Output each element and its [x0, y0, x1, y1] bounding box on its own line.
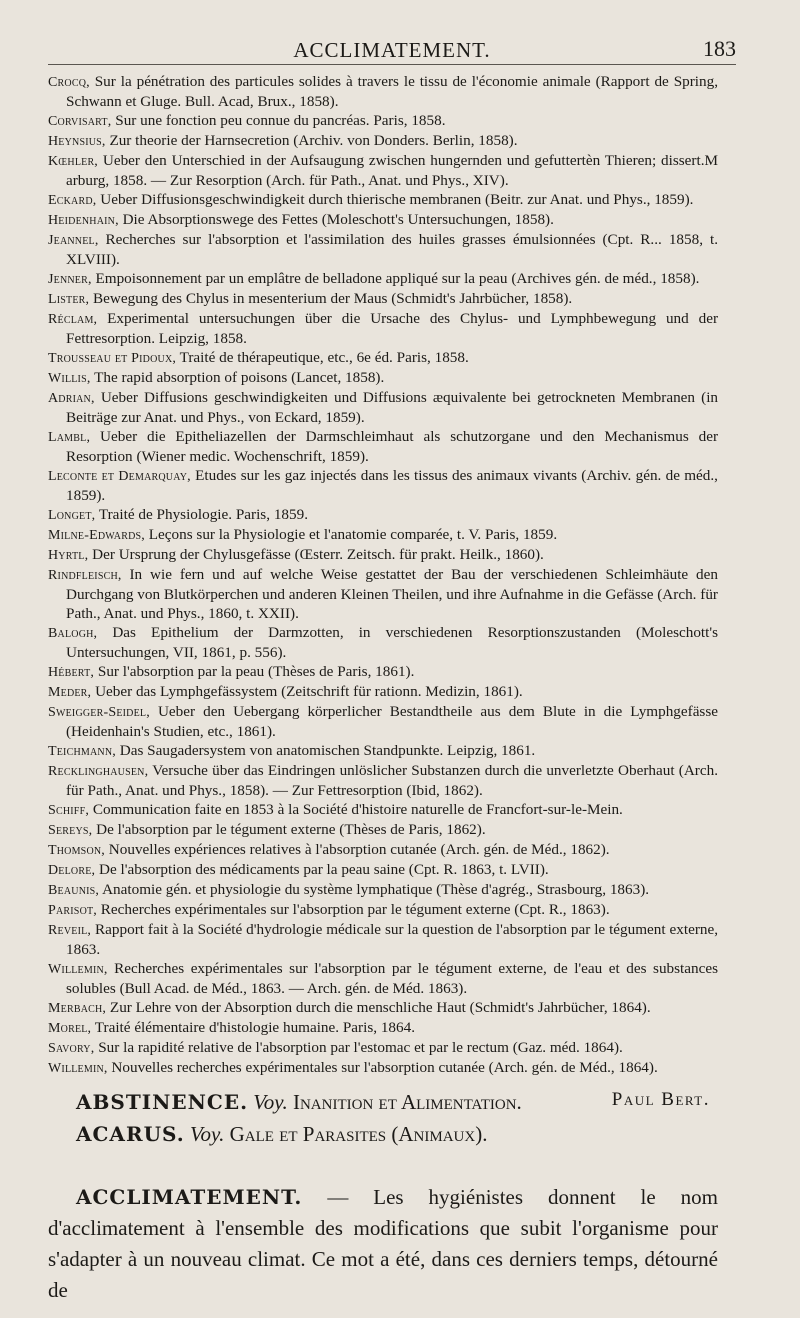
cross-reference-headword: ACARUS. — [76, 1122, 185, 1146]
bibliography-entry — [48, 72, 718, 111]
entry-text: Traité de Physiologie. Paris, 1859. — [98, 506, 308, 523]
entry-author: Sereys, — [48, 823, 93, 838]
entry-author: Willemin, — [48, 1061, 108, 1076]
bibliography-entry — [48, 466, 718, 505]
entry-author: Hyrtl, — [48, 548, 89, 563]
cross-reference-voy: Voy. — [253, 1090, 288, 1114]
bibliography-entry — [48, 623, 718, 662]
entry-text: Zur theorie der Harnsecretion (Archiv. von Donders. Berlin, 1858). — [109, 132, 518, 149]
entry-text: Bewegung des Chylus in mesenterium der Maus (Schmidt's Jahrbücher, 1858). — [93, 290, 573, 307]
entry-text: De l'absorption par le tégument externe (Thèses de Paris, 1862). — [96, 821, 486, 838]
entry-text: Ueber Diffusionsgeschwindigkeit durch thierische membranen (Beitr. zur Anat. und Phys., 1859). — [100, 191, 694, 208]
bibliography-entry — [48, 820, 718, 840]
cross-reference-voy: Voy. — [189, 1122, 225, 1146]
entry-author: Willemin, — [48, 962, 108, 977]
entry-text: Sur la rapidité relative de l'absorption par l'estomac et par le rectum (Gaz. méd. 1864). — [98, 1039, 623, 1056]
entry-author: Jenner, — [48, 272, 92, 287]
entry-author: Balogh, — [48, 626, 98, 641]
entry-text: Ueber den Uebergang körperlicher Bestandtheile aus dem Blute in die Lymphgefässe (Heidenhain's Studien, etc., 1861). — [66, 703, 718, 740]
bibliography-entry — [48, 388, 718, 427]
bibliography-entry — [48, 190, 718, 210]
entry-author: Heynsius, — [48, 134, 106, 149]
entry-text: Das Saugadersystem von anatomischen Standpunkte. Leipzig, 1861. — [119, 742, 536, 759]
entry-author: Teichmann, — [48, 744, 116, 759]
entry-author: Beaunis, — [48, 883, 100, 898]
entry-text: Recherches expérimentales sur l'absorption par le tégument externe, de l'eau et des substances solubles (Bull Acad. de Méd., 1863. — Arch. gén. de Méd. 1863). — [66, 960, 719, 997]
entry-text: Ueber die Epitheliazellen der Darmschleimhaut als schutzorgane und den Mechanismus der Resorption (Wiener medic. Wochenschrift, 1859). — [66, 428, 718, 465]
entry-text: Communication faite en 1853 à la Société d'histoire naturelle de Francfort-sur-le-Mein. — [92, 801, 623, 818]
bibliography-entry — [48, 662, 718, 682]
entry-text: Ueber das Lymphgefässystem (Zeitschrift für rationn. Medizin, 1861). — [95, 683, 523, 700]
bibliography-entry — [48, 702, 718, 741]
running-title: ACCLIMATEMENT. — [293, 38, 491, 62]
entry-text: Sur l'absorption par la peau (Thèses de Paris, 1861). — [97, 663, 415, 680]
entry-text: Nouvelles expériences relatives à l'absorption cutanée (Arch. gén. de Méd., 1862). — [108, 841, 610, 858]
page-header — [48, 34, 736, 65]
entry-author: Schiff, — [48, 803, 90, 818]
bibliography-entry — [48, 860, 718, 880]
entry-text: De l'absorption des médicaments par la peau saine (Cpt. R. 1863, t. LVII). — [99, 861, 549, 878]
bibliography-entry — [48, 545, 718, 565]
bibliography-entry — [48, 289, 718, 309]
entry-text: Nouvelles recherches expérimentales sur l'absorption cutanée (Arch. gén. de Méd., 1864). — [111, 1059, 658, 1076]
entry-text: Sur la pénétration des particules solides à travers le tissu de l'économie animale (Rapport de Spring, Schwann et Gluge. Bull. Acad, Brux., 1858). — [66, 73, 718, 110]
entry-author: Longet, — [48, 508, 96, 523]
entry-author: Savory, — [48, 1041, 95, 1056]
bibliography-entry — [48, 565, 718, 623]
entry-author: Adrian, — [48, 391, 95, 406]
entry-text: Sur une fonction peu connue du pancréas. Paris, 1858. — [115, 112, 446, 129]
entry-author: Meder, — [48, 685, 92, 700]
bibliography-entry — [48, 900, 718, 920]
bibliography-entry — [48, 269, 718, 289]
entry-author: Thomson, — [48, 843, 105, 858]
bibliography-entry — [48, 920, 718, 959]
entry-author: Lister, — [48, 292, 90, 307]
bibliography-entry — [48, 210, 718, 230]
bibliography-entry — [48, 151, 718, 190]
entry-author: Kœhler, — [48, 154, 99, 169]
bibliography-entry — [48, 368, 718, 388]
entry-text: In wie fern und auf welche Weise gestattet der Bau der verschiedenen Schleimhäute den Durchgang von Blutkörperchen und anderen Kleinen Theilen, und ihre Aufnahme in die Gefässe (Arch. für Path., Anat. und Phys., 1860, t. XXII). — [66, 566, 718, 622]
entry-author: Merbach, — [48, 1001, 107, 1016]
entry-author: Rindfleisch, — [48, 568, 122, 583]
entry-author: Eckard, — [48, 193, 97, 208]
bibliography-entry — [48, 840, 718, 860]
bibliography-entry — [48, 682, 718, 702]
entry-author: Leconte et Demarquay, — [48, 469, 191, 484]
bibliography-entry — [48, 1018, 718, 1038]
entry-author: Crocq, — [48, 75, 90, 90]
entry-author: Trousseau et Pidoux, — [48, 351, 177, 366]
bibliography-entry — [48, 505, 718, 525]
entry-text: Empoisonnement par un emplâtre de belladone appliqué sur la peau (Archives gén. de méd., 1858). — [95, 270, 700, 287]
entry-text: Ueber Diffusions geschwindigkeiten und Diffusions æquivalente bei getrockneten Membranen (in Beiträge zur Anat. und Phys., von Eckard, 1859). — [66, 389, 719, 426]
bibliography-entry — [48, 1038, 718, 1058]
entry-text: Experimental untersuchungen über die Ursache des Chylus- und Lymphbewegung und der Fettresorption. Leipzig, 1858. — [66, 310, 719, 347]
cross-reference — [76, 1086, 716, 1118]
entry-text: Recherches sur l'absorption et l'assimilation des huiles grasses émulsionnées (Cpt. R... 1858, t. XLVIII). — [66, 231, 718, 268]
entry-text: Traité élémentaire d'histologie humaine. Paris, 1864. — [94, 1019, 416, 1036]
bibliography-entry — [48, 741, 718, 761]
cross-reference-target: Inanition et Alimentation. — [292, 1090, 522, 1114]
article-headword: ACCLIMATEMENT. — [76, 1185, 303, 1209]
page-number: 183 — [703, 36, 736, 61]
cross-references — [76, 1086, 716, 1150]
bibliography-entry — [48, 230, 718, 269]
entry-text: Ueber den Unterschied in der Aufsaugung zwischen hungernden und gefuttertèn Thieren; dissert.M arburg, 1858. — Zur Resorption (Arch. für Path., Anat. und Phys., XIV). — [66, 152, 718, 189]
entry-author: Reveil, — [48, 923, 92, 938]
entry-author: Willis, — [48, 371, 91, 386]
entry-text: Versuche über das Eindringen unlöslicher Substanzen durch die unverletzte Oberhaut (Arch. für Path., Anat. und Phys., 1858). — Zur Fettresorption (Ibid, 1862). — [66, 762, 718, 799]
bibliography-entry — [48, 525, 718, 545]
bibliography-entry — [48, 1058, 718, 1078]
cross-reference-target: Gale et Parasites (Animaux). — [229, 1122, 488, 1146]
entry-text: The rapid absorption of poisons (Lancet, 1858). — [94, 369, 385, 386]
bibliography-entry — [48, 131, 718, 151]
article-text: — Les hygiénistes donnent le nom d'acclimatement à l'ensemble des modifications que subit l'organisme pour s'adapter à un nouveau climat. Ce mot a été, dans ces derniers temps, détourné de — [48, 1185, 718, 1302]
entry-author: Milne-Edwards, — [48, 528, 145, 543]
entry-text: Rapport fait à la Société d'hydrologie médicale sur la question de l'absorption par le tégument externe, 1863. — [66, 921, 719, 958]
bibliography-entry — [48, 111, 718, 131]
author-signature: Paul Bert. — [611, 1089, 710, 1110]
entry-text: Recherches expérimentales sur l'absorption par le tégument externe (Cpt. R., 1863). — [100, 901, 610, 918]
bibliography-entry — [48, 761, 718, 800]
entry-author: Hébert, — [48, 665, 95, 680]
article-body — [48, 1182, 718, 1306]
entry-author: Sweigger-Seidel, — [48, 705, 150, 720]
entry-text: Anatomie gén. et physiologie du système lymphatique (Thèse d'agrég., Strasbourg, 1863). — [102, 881, 650, 898]
bibliography-entry — [48, 800, 718, 820]
entry-author: Delore, — [48, 863, 96, 878]
entry-author: Corvisart, — [48, 114, 112, 129]
entry-author: Morel, — [48, 1021, 92, 1036]
entry-author: Jeannel, — [48, 233, 99, 248]
bibliography-entry — [48, 309, 718, 348]
bibliography-entry — [48, 880, 718, 900]
cross-reference — [76, 1118, 716, 1150]
bibliography — [48, 72, 718, 1109]
entry-author: Réclam, — [48, 312, 98, 327]
entry-text: Zur Lehre von der Absorption durch die menschliche Haut (Schmidt's Jahrbücher, 1864). — [109, 999, 651, 1016]
entry-author: Heidenhain, — [48, 213, 119, 228]
bibliography-entry — [48, 427, 718, 466]
bibliography-entry — [48, 348, 718, 368]
entry-text: Die Absorptionswege des Fettes (Moleschott's Untersuchungen, 1858). — [122, 211, 554, 228]
entry-author: Recklinghausen, — [48, 764, 149, 779]
entry-text: Das Epithelium der Darmzotten, in verschiedenen Resorptionszustanden (Moleschott's Untersuchungen, VII, 1861, p. 556). — [66, 624, 719, 661]
entry-text: Leçons sur la Physiologie et l'anatomie comparée, t. V. Paris, 1859. — [148, 526, 558, 543]
bibliography-entry — [48, 998, 718, 1018]
bibliography-entry — [48, 959, 718, 998]
entry-text: Etudes sur les gaz injectés dans les tissus des animaux vivants (Archiv. gén. de méd., 1859). — [66, 467, 718, 504]
entry-author: Lambl, — [48, 430, 91, 445]
entry-author: Parisot, — [48, 903, 97, 918]
entry-text: Traité de thérapeutique, etc., 6e éd. Paris, 1858. — [179, 349, 469, 366]
cross-reference-headword: ABSTINENCE. — [76, 1090, 249, 1114]
entry-text: Der Ursprung der Chylusgefässe (Œsterr. Zeitsch. für prakt. Heilk., 1860). — [92, 546, 544, 563]
